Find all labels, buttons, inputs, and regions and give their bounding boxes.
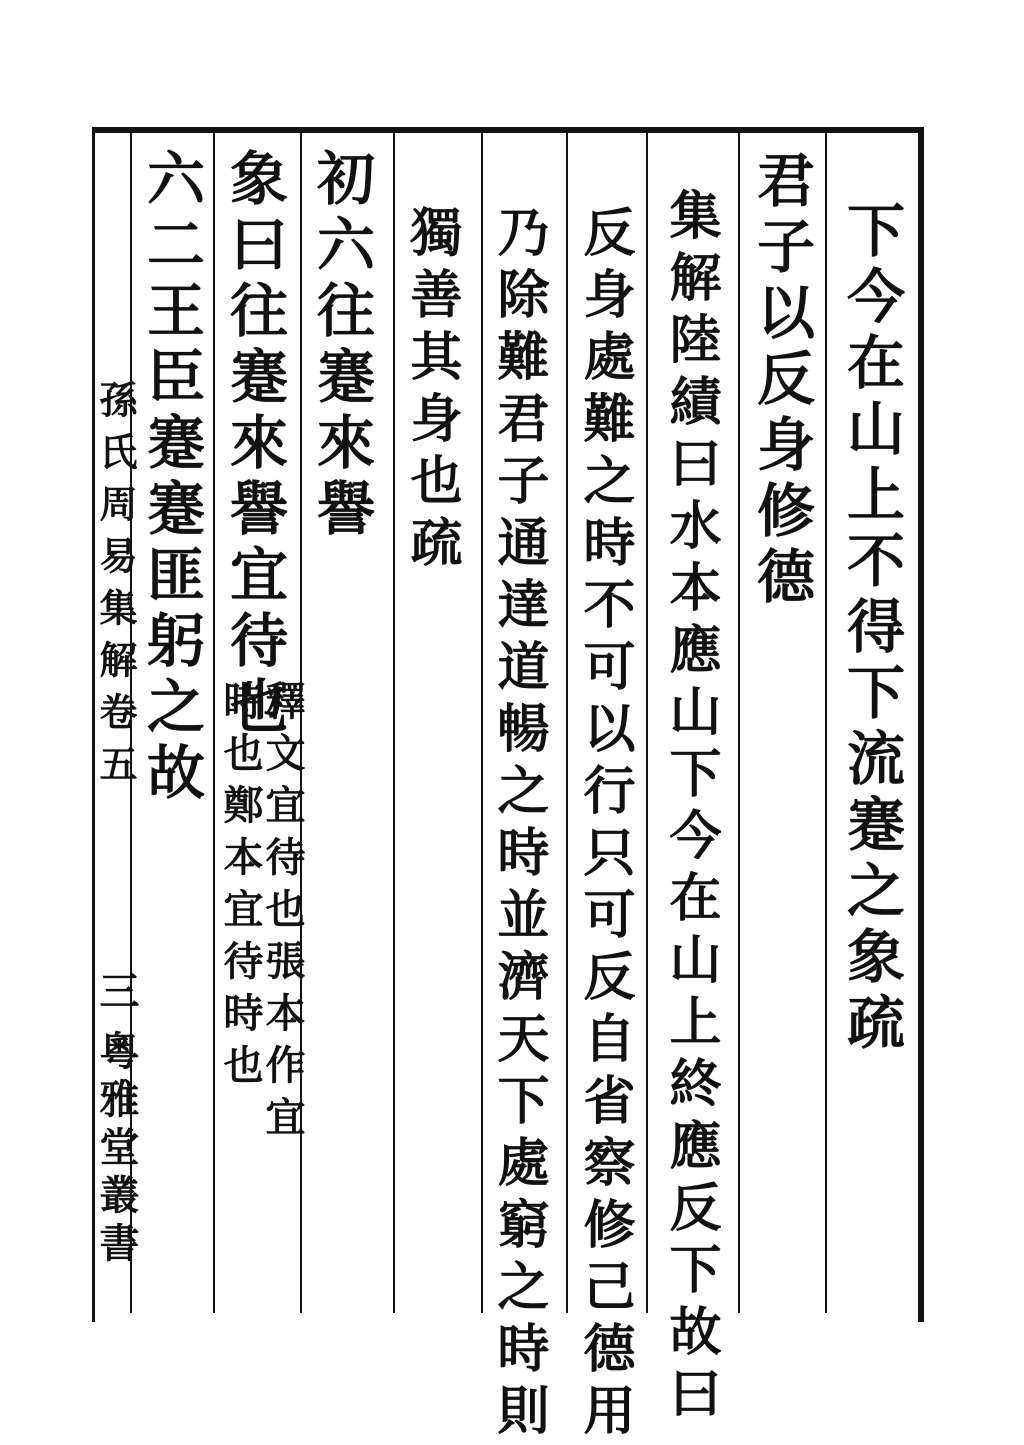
text-column-4: 反身處難之時不可以行只可反自省察修己德用 [574,205,635,1445]
annotation-right: 釋文宜待也張本作宜 [259,680,306,1148]
text-column-1: 下今在山上不得下流蹇之象疏 [837,200,905,1058]
column-rule [825,133,827,1313]
text-column-6: 獨善其身也疏 [401,205,462,577]
text-column-7: 初六往蹇來譽 [307,148,375,544]
text-column-2: 君子以反身修德 [747,150,815,612]
margin-title: 孫氏周易集解卷五 [93,380,138,796]
page-number: 三 [93,970,140,1018]
text-column-8: 象曰往蹇來譽宜待也 [220,148,288,742]
text-column-5: 乃除難君子通達道暢之時並濟天下處窮之時則 [488,205,549,1445]
text-column-9: 六二王臣蹇蹇匪躬之故 [137,148,205,808]
column-rule [646,133,648,1313]
column-rule [213,133,215,1313]
column-rule [738,133,740,1313]
text-column-3: 集解陸績曰水本應山下今在山上終應反下故曰 [660,188,721,1428]
column-rule [393,133,395,1313]
column-rule [481,133,483,1313]
publisher-imprint: 粵雅堂叢書 [93,1030,140,1270]
annotation-left: 時也鄭本宜待時也 [217,680,264,1096]
column-rule [566,133,568,1313]
